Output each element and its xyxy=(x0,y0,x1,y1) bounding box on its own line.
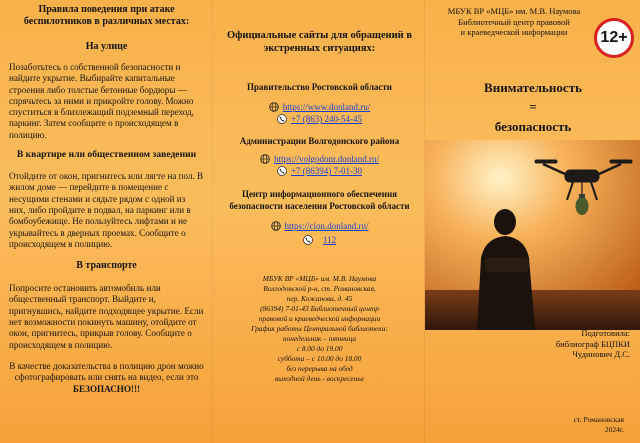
contact-phone[interactable]: 112 xyxy=(322,235,337,245)
author-name: Чудинович Д.С. xyxy=(572,349,630,359)
section-transport-text: Попросите остановить автомобиль или общественный транспорт. Выйдите и, пригнувшись, найдите подходящее укрытие. Если нет возможности покинуть машину, отойдите от окон, пригнитесь, прикрыв голову. Сообщите о происходящем в полицию. xyxy=(9,283,204,350)
section-outside-heading: На улице xyxy=(85,41,128,52)
contact-url[interactable]: https://www.donland.ru/ xyxy=(282,102,371,112)
organization-header xyxy=(439,6,589,38)
contact-block-government xyxy=(223,81,416,125)
prepared-label: Подготовила: xyxy=(581,328,630,338)
section-outside-text: Позаботьтесь о собственной безопасности и найдите укрытие. Выбирайте капитальные строения либо толстые бетонные бордюры — спрячьтесь за ними и прикройте голову. Можно спуститься в близлежащий подземный переход, паркинг. Затем сообщите о происходящем в полицию. xyxy=(9,62,194,140)
library-info-line: суббота – с 10.00 до 18.00 xyxy=(277,354,362,363)
closing-emphasis: БЕЗОПАСНО!!! xyxy=(72,383,141,394)
contacts-title: Официальные сайты для обращений в экстренных ситуациях: xyxy=(226,30,413,54)
closing-text: В качестве доказательства в полицию дрон можно сфотографировать или снять на видео, если это xyxy=(9,360,204,383)
globe-icon xyxy=(271,221,281,231)
section-transport-heading: В транспорте xyxy=(76,260,137,272)
phone-icon xyxy=(277,166,287,176)
panel-rules xyxy=(0,0,212,443)
library-info-line: выходной день - воскресенье xyxy=(274,374,365,383)
contact-phone[interactable]: +7 (86394) 7-01-30 xyxy=(290,166,363,176)
org-line: Библиотечный центр правовой xyxy=(458,16,570,27)
org-line: и краеведческой информации xyxy=(460,27,568,37)
cover-title-line1: Внимательность xyxy=(484,80,582,95)
section-apartment-text: Отойдите от окон, пригнитесь или лягте на пол. В жилом доме — перейдите в помещение с несущими стенами и сядьте рядом с одной из них, либо пройдите в подвал, на паркинг или в бомбоубежище. Не пользуйтесь лифтами и не укрывайтесь в дверных проемах. Сообщите о происходящем в полицию. xyxy=(9,171,204,249)
contact-url[interactable]: https://cion.donland.ru/ xyxy=(284,221,369,231)
org-line: МБУК ВР «МЦБ» им. М.В. Наумова xyxy=(447,6,581,16)
closing-note xyxy=(9,361,204,395)
prepared-by-block xyxy=(530,328,630,360)
library-info-line: правовой и краеведческой информации xyxy=(258,314,381,323)
section-apartment-heading: В квартире или общественном заведении xyxy=(16,149,197,161)
contact-name: Центр информационного обеспечения безопасности населения Ростовской области xyxy=(229,189,410,211)
globe-icon xyxy=(260,154,270,164)
contact-url[interactable]: https://volgodonr.donland.ru/ xyxy=(274,154,379,164)
panel-cover xyxy=(425,0,640,443)
library-info-line: без перерыва на обед xyxy=(286,364,353,373)
prepared-by: библиограф БЦПКИ xyxy=(555,338,630,349)
library-info xyxy=(223,274,416,384)
library-info-line: Волгодонской р-н, ст. Романовская, xyxy=(263,284,376,293)
year: 2024г. xyxy=(604,424,624,434)
age-rating-badge: 12+ xyxy=(594,18,634,58)
library-info-line: График работы Центральной библиотеки: xyxy=(251,324,388,333)
contact-name: Правительство Ростовской области xyxy=(247,82,392,92)
rules-title: Правила поведения при атаке беспилотников в различных местах: xyxy=(23,4,190,27)
place: ст. Романовская xyxy=(573,415,624,424)
panel-contacts xyxy=(212,0,425,443)
library-info-line: с 8.00 до 19.00 xyxy=(296,344,343,353)
cover-title-line3: безопасность xyxy=(494,119,572,134)
globe-icon xyxy=(269,102,279,112)
drone-operator-illustration xyxy=(425,140,640,330)
library-info-line: МБУК ВР «МЦБ» им. М.В. Наумова xyxy=(262,274,377,283)
library-info-line: пер. Кожанова, д. 45 xyxy=(286,294,353,303)
phone-icon xyxy=(303,235,313,245)
contact-block-district xyxy=(223,135,416,177)
contact-block-safety-center xyxy=(223,189,416,246)
library-info-line: (86394) 7-01-43 Библиотечный центр xyxy=(260,304,379,313)
library-info-line: понедельник – пятница xyxy=(282,334,357,343)
phone-icon xyxy=(277,114,287,124)
cover-title-line2: = xyxy=(529,99,537,114)
contact-name: Администрации Волгодонского района xyxy=(239,136,400,146)
contact-phone[interactable]: +7 (863) 240-54-45 xyxy=(290,114,363,124)
footer-place-year xyxy=(534,415,624,434)
